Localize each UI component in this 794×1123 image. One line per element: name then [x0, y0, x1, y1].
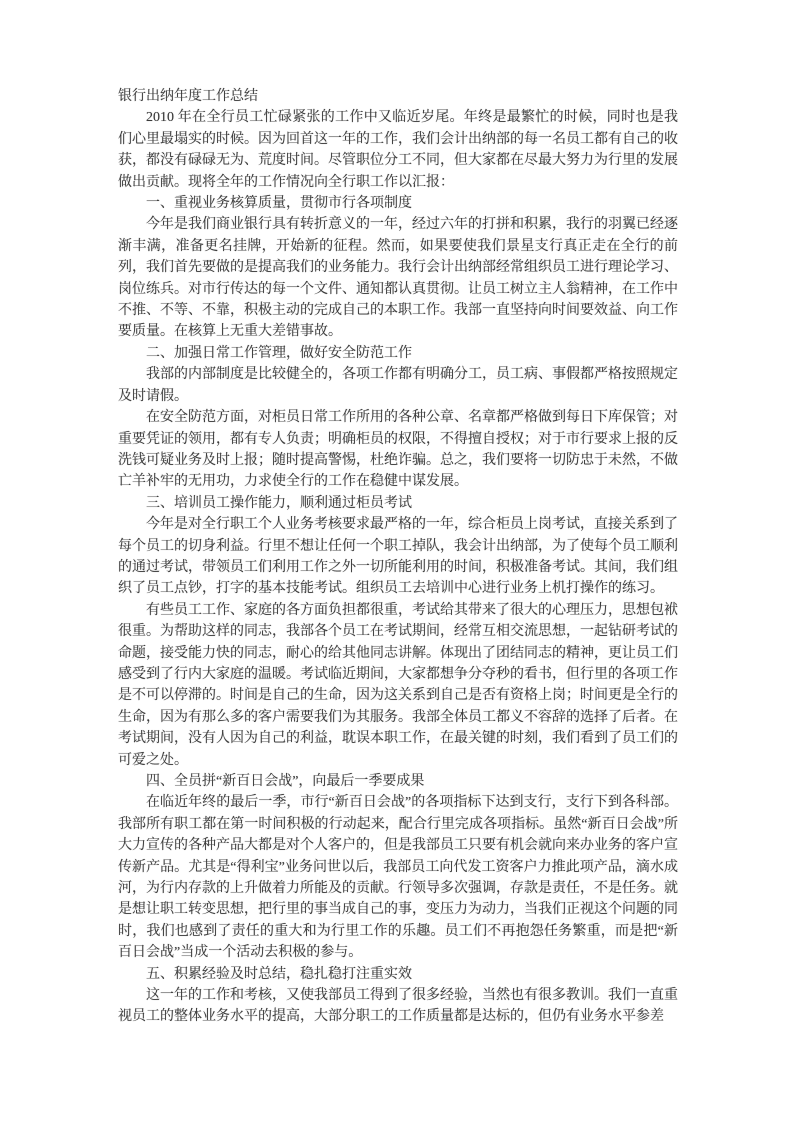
paragraph: 2010 年在全行员工忙碌紧张的工作中又临近岁尾。年终是最繁忙的时候，同时也是我们心里最塌实的时候。因为回首这一年的工作，我们会计出纳部的每一名员工都有自己的收获，都没有碌碌无为、荒度时间。尽管职位分工不同，但大家都在尽最大努力为行里的发展做出贡献。现将全年的工作情况向全行职工作以汇报：	[118, 110, 678, 190]
paragraph: 一、重视业务核算质量，贯彻市行各项制度	[146, 196, 412, 212]
paragraph: 我部的内部制度是比较健全的，各项工作都有明确分工，员工病、事假都严格按照规定及时请假。	[118, 367, 678, 404]
paragraph: 在安全防范方面，对柜员日常工作所用的各种公章、名章都严格做到每日下库保管；对重要凭证的领用，都有专人负责；明确柜员的权限，不得擅自授权；对于市行要求上报的反洗钱可疑业务及时上报；随时提高警惕，杜绝诈骗。总之，我们要将一切防忠于未然，不做亡羊补牢的无用功，力求使全行的工作在稳健中谋发展。	[118, 410, 678, 490]
paragraph: 二、加强日常工作管理，做好安全防范工作	[146, 345, 412, 361]
paragraph: 今年是我们商业银行具有转折意义的一年，经过六年的打拼和积累，我行的羽翼已经逐渐丰满，准备更名挂牌，开始新的征程。然而，如果要使我们景星支行真正走在全行的前列，我们首先要做的是提高我们的业务能力。我行会计出纳部经常组织员工进行理论学习、岗位练兵。对市行传达的每一个文件、通知都认真贯彻。让员工树立主人翁精神，在工作中不推、不等、不靠，积极主动的完成自己的本职工作。我部一直坚持向时间要效益、向工作要质量。在核算上无重大差错事故。	[118, 217, 678, 340]
paragraph: 在临近年终的最后一季，市行“新百日会战”的各项指标下达到支行，支行下到各科部。我部所有职工都在第一时间积极的行动起来，配合行里完成各项指标。虽然“新百日会战”所大力宣传的各种产品大都是对个人客户的，但是我部员工只要有机会就向来办业务的客户宣传新产品。尤其是“得利宝”业务问世以后，我部员工向代发工资客户力推此项产品，滴水成河，为行内存款的上升做着力所能及的贡献。行领导多次强调，存款是责任，不是任务。就是想让职工转变思想，把行里的事当成自己的事，变压力为动力，当我们正视这个问题的同时，我们也感到了责任的重大和为行里工作的乐趣。员工们不再抱怨任务繁重，而是把“新百日会战”当成一个活动去积极的参与。	[118, 795, 678, 961]
paragraph: 五、积累经验及时总结，稳扎稳打注重实效	[146, 966, 412, 982]
document-title: 银行出纳年度工作总结	[118, 89, 258, 104]
paragraph: 今年是对全行职工个人业务考核要求最严格的一年，综合柜员上岗考试，直接关系到了每个员工的切身利益。行里不想让任何一个职工掉队，我会计出纳部，为了使每个员工顺利的通过考试，带领员工们利用工作之外一切所能利用的时间，积极准备考试。其间，我们组织了员工点钞，打字的基本技能考试。组织员工去培训中心进行业务上机打操作的练习。	[118, 517, 678, 597]
paragraph: 三、培训员工操作能力，顺利通过柜员考试	[146, 495, 412, 511]
paragraph: 四、全员拼“新百日会战”，向最后一季要成果	[146, 774, 425, 789]
document-content	[118, 86, 678, 1028]
paragraph: 有些员工工作、家庭的各方面负担都很重，考试给其带来了很大的心理压力，思想包袱很重。为帮助这样的同志，我部各个员工在考试期间，经常互相交流思想，一起钻研考试的命题，接受能力快的同志，耐心的给其他同志讲解。体现出了团结同志的精神，更让员工们感受到了行内大家庭的温暖。考试临近期间，大家都想争分夺秒的看书，但行里的各项工作是不可以停滞的。时间是自己的生命，因为这关系到自己是否有资格上岗；时间更是全行的生命，因为有那么多的客户需要我们为其服务。我部全体员工都义不容辞的选择了后者。在考试期间，没有人因为自己的利益，耽误本职工作，在最关键的时刻，我们看到了员工们的可爱之处。	[118, 602, 678, 768]
document-body	[118, 107, 678, 1027]
paragraph: 这一年的工作和考核，又使我部员工得到了很多经验，当然也有很多教训。我们一直重视员工的整体业务水平的提高，大部分职工的工作质量都是达标的，但仍有业务水平参差	[118, 988, 678, 1025]
